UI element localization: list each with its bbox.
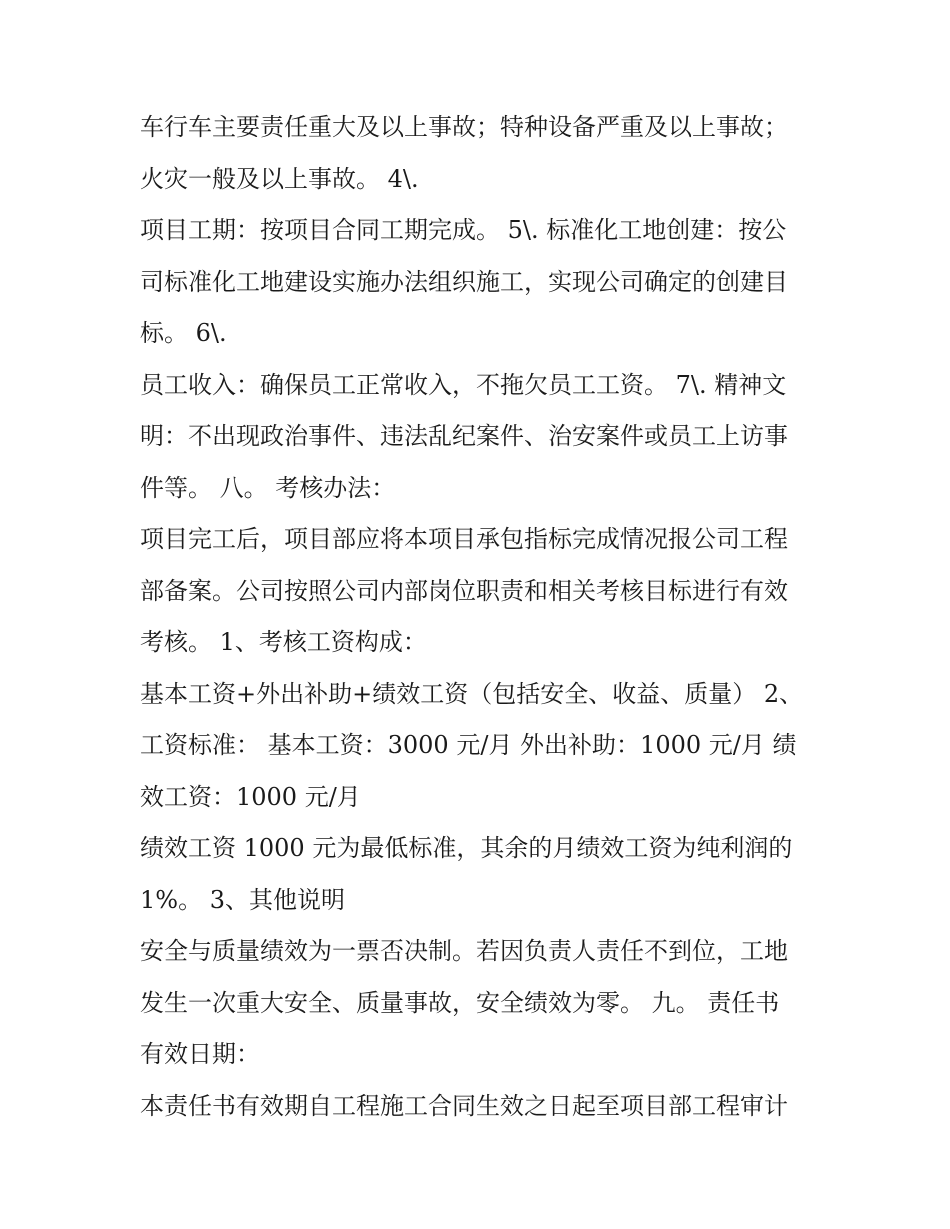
text-line: 员工收入：确保员工正常收入，不拖欠员工工资。 7\. 精神文 (140, 370, 787, 399)
text-line: 车行车主要责任重大及以上事故；特种设备严重及以上事故； (140, 113, 788, 141)
text-line: 项目工期：按项目合同工期完成。 5\. 标准化工地创建：按公 (140, 216, 787, 244)
text-line: 件等。 八。 考核办法： (140, 473, 396, 502)
text-line: 1%。 3、其他说明 (140, 885, 345, 914)
document-body (140, 102, 820, 1132)
text-line: 部备案。公司按照公司内部岗位职责和相关考核目标进行有效 (140, 576, 788, 605)
text-line: 本责任书有效期自工程施工合同生效之日起至项目部工程审计 (140, 1091, 788, 1120)
text-line: 明：不出现政治事件、违法乱纪案件、治安案件或员工上访事 (140, 422, 788, 450)
text-line: 绩效工资 1000 元为最低标准，其余的月绩效工资为纯利润的 (140, 834, 793, 862)
text-line: 发生一次重大安全、质量事故，安全绩效为零。 九。 责任书 (140, 988, 780, 1017)
text-line: 基本工资+外出补助+绩效工资（包括安全、收益、质量） 2、 (140, 679, 804, 708)
text-line: 项目完工后，项目部应将本项目承包指标完成情况报公司工程 (140, 525, 788, 553)
text-line: 司标准化工地建设实施办法组织施工，实现公司确定的创建目 (140, 267, 788, 296)
text-line: 工资标准： 基本工资：3000 元/月 外出补助：1000 元/月 绩 (140, 731, 797, 759)
text-line: 有效日期： (140, 1040, 260, 1068)
text-line: 标。 6\. (140, 319, 227, 347)
text-line: 安全与质量绩效为一票否决制。若因负责人责任不到位，工地 (140, 937, 788, 965)
text-line: 火灾一般及以上事故。 4\. (140, 164, 419, 193)
text-line: 效工资：1000 元/月 (140, 782, 361, 811)
text-line: 考核。 1、考核工资构成： (140, 628, 427, 656)
